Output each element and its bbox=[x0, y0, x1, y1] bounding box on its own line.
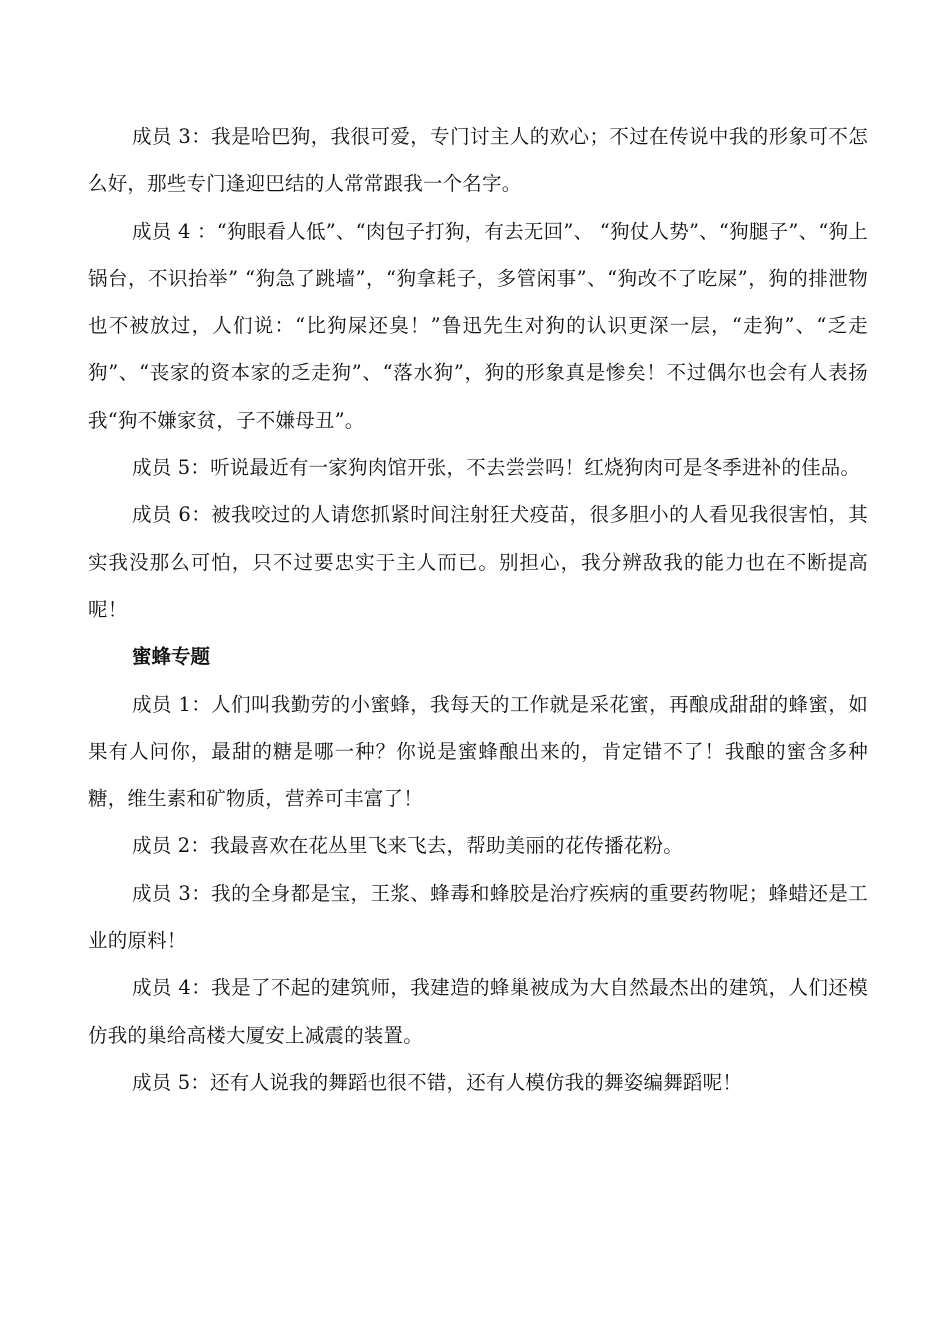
dog-paragraph-member-6: 成员 6：被我咬过的人请您抓紧时间注射狂犬疫苗，很多胆小的人看见我很害怕，其实我没那么可怕，只不过要忠实于主人而已。别担心，我分辨敌我的能力也在不断提高呢！ bbox=[88, 503, 868, 621]
dog-paragraph-member-5: 成员 5：听说最近有一家狗肉馆开张，不去尝尝吗！红烧狗肉可是冬季进补的佳品。 bbox=[132, 456, 861, 480]
document-body bbox=[88, 113, 868, 1106]
bee-paragraph-member-3: 成员 3：我的全身都是宝，王浆、蜂毒和蜂胶是治疗疾病的重要药物呢；蜂蜡还是工业的原料！ bbox=[88, 881, 868, 953]
dog-paragraph-member-4: 成员 4 ：“狗眼看人低”、“肉包子打狗，有去无回”、 “狗仗人势”、“狗腿子”、“狗上锅台，不识抬举” “狗急了跳墙”，“狗拿耗子，多管闲事”、“狗改不了吃屎”，狗的排泄物也不被放过，人们说：“比狗屎还臭！”鲁迅先生对狗的认识更深一层，“走狗”、“乏走狗”、“丧家的资本家的乏走狗”、“落水狗”，狗的形象真是惨矣！不过偶尔也会有人表扬我“狗不嫌家贫，子不嫌母丑”。 bbox=[88, 219, 868, 432]
bee-paragraph-member-2: 成员 2：我最喜欢在花丛里飞来飞去，帮助美丽的花传播花粉。 bbox=[132, 834, 683, 858]
bee-paragraph-member-5: 成员 5：还有人说我的舞蹈也很不错，还有人模仿我的舞姿编舞蹈呢！ bbox=[132, 1070, 743, 1094]
bee-paragraph-member-4: 成员 4：我是了不起的建筑师，我建造的蜂巢被成为大自然最杰出的建筑，人们还模仿我的巢给高楼大厦安上减震的装置。 bbox=[88, 976, 868, 1047]
bee-paragraph-member-1: 成员 1：人们叫我勤劳的小蜜蜂，我每天的工作就是采花蜜，再酿成甜甜的蜂蜜，如果有人问你，最甜的糖是哪一种？你说是蜜蜂酿出来的，肯定错不了！我酿的蜜含多种糖，维生素和矿物质，营养可丰富了！ bbox=[88, 692, 868, 811]
bee-section-heading: 蜜蜂专题 bbox=[132, 645, 211, 669]
dog-paragraph-member-3: 成员 3：我是哈巴狗，我很可爱，专门讨主人的欢心；不过在传说中我的形象可不怎么好，那些专门逢迎巴结的人常常跟我一个名字。 bbox=[88, 125, 868, 196]
